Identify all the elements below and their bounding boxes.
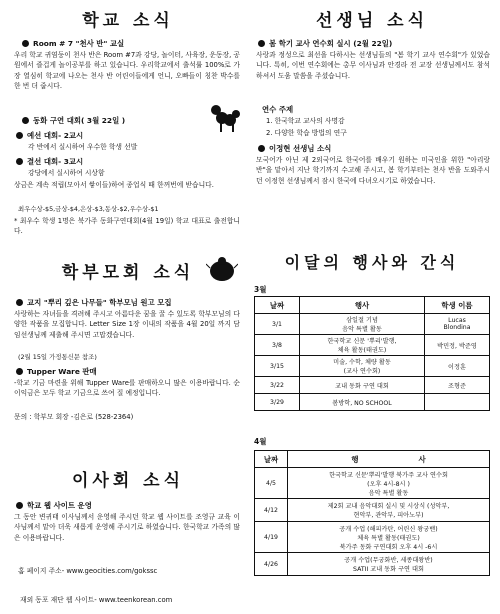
web-url[interactable]: 홈 페이지 주소- www.geocities.com/gokssc [18, 567, 158, 575]
table-row [255, 553, 490, 576]
table-row [255, 468, 490, 499]
board-news-title: 이사회 소식 [71, 471, 185, 491]
table-row [255, 394, 490, 411]
topic-heading: 연수 주제 [262, 105, 294, 114]
april-event-cell: 공개 수업 (해피카탄, 어린신 왕궁밴) 체육 특별 활동(태권도) 북가주 동화 구연대회 오후 4시 -6시 [288, 522, 490, 553]
bullet-icon [16, 132, 23, 139]
april-date-cell: 4/19 [255, 522, 288, 553]
table-row [255, 335, 490, 356]
march-header-date: 날짜 [255, 297, 300, 314]
april-date-cell: 4/5 [255, 468, 288, 499]
april-header-date: 날짜 [255, 451, 288, 468]
table-row [255, 356, 490, 377]
prize-list: 최우수상-$5,금상-$4,은상-$3,동상-$2,우수상-$1 [18, 205, 159, 213]
march-event-cell: 봄방학, NO SCHOOL [300, 394, 425, 411]
march-date-cell: 3/15 [255, 356, 300, 377]
march-header-student: 학생 이름 [425, 297, 490, 314]
april-label: 4월 [254, 437, 267, 446]
march-student-cell: Lucas Blondina [425, 314, 490, 335]
web-heading: 학교 웹 사이트 운영 [16, 500, 92, 511]
march-date-cell: 3/8 [255, 335, 300, 356]
training-heading: 봄 학기 교사 연수회 실시 (2월 22일) [258, 38, 392, 49]
table-row [255, 314, 490, 335]
table-row [255, 377, 490, 394]
april-date-cell: 4/26 [255, 553, 288, 576]
teacher-news-title: 선생님 소식 [315, 11, 429, 31]
april-table [254, 450, 490, 576]
march-event-cell: 한국학교 신문 '뿌리'발행, 체육 활동(태권도) [300, 335, 425, 356]
march-event-cell: 교내 동화 구연 대회 [300, 377, 425, 394]
lee-text: 모국어가 아닌 제 2외국어로 한국어를 배우기 원하는 미국인을 위한 "아리랑 반"을 맡아서 지난 학기까지 수고해 주시고, 봄 학기부터는 천사 반을 도와주시던 이정현 선생님께서 잠시 한국에 다녀오시기로 하였습니다. [256, 156, 490, 185]
web-text: 그 동안 변귀태 이사님께서 운영해 주시던 학교 웹 사이트를 조영규 교육 이사님께서 맡아 더욱 새롭게 운영해 주시기로 하였습니다. 한국학교 가족의 많은 이용바랍니다. [14, 513, 240, 542]
prelim-heading: 예선 대회- 2교시 [16, 130, 83, 141]
poem-note: (2월 15일 가정통신문 참조) [18, 353, 97, 361]
march-student-cell: 이정훈 [425, 356, 490, 377]
tupper-heading: Tupper Ware 판매 [16, 366, 97, 377]
lee-heading: 이정현 선생님 소식 [258, 143, 331, 154]
march-date-cell: 3/29 [255, 394, 300, 411]
april-event-cell: 제2회 교내 음악대회 실시 및 시상식 (성악부, 현악부, 관악부, 피아노부) [288, 499, 490, 522]
april-event-cell: 공개 수업(무궁화반, 세종대왕반) SATII 교내 동화 구연 대회 [288, 553, 490, 576]
tupper-text: -학교 기금 마련을 위해 Tupper Ware를 판매하오니 많은 이용바랍니다. 순이익금은 모두 학교 기금으로 쓰여 질 예정입니다. [14, 379, 240, 398]
room-heading: Room # 7 "천사 반" 교실 [22, 38, 124, 49]
march-header-event: 행사 [300, 297, 425, 314]
poem-heading: 교지 "뿌리 깊은 나무들" 학부모님 원고 모집 [16, 297, 172, 308]
april-event-cell: 한국학교 신문'뿌리'발행 북가주 교사 연수회 (오후 4시-8시 ) 음악 특별 활동 [288, 468, 490, 499]
bullet-icon [22, 117, 29, 124]
tupper-contact: 문의 : 학부모 회장 -김은로 (528-2364) [14, 413, 134, 421]
final-text-1: 강당에서 실시하여 시상함 [28, 169, 105, 177]
march-event-cell: 삼일절 기념 음악 특별 활동 [300, 314, 425, 335]
ladybug-icon [206, 256, 238, 282]
final-text-2: 상금은 계속 적립(모아서 쌓이들)하여 종업식 때 한꺼번에 받습니다. [14, 181, 214, 189]
march-label: 3월 [254, 285, 267, 294]
prize-note: * 최우수 학생 1명은 북가주 동화구연대회(4월 19일) 학교 대표로 출전합니다. [14, 217, 240, 236]
march-student-cell: 조형준 [425, 377, 490, 394]
april-date-cell: 4/12 [255, 499, 288, 522]
march-event-cell: 미술, 수학, 체량 활동 (교사 연수회) [300, 356, 425, 377]
march-table [254, 296, 490, 411]
parents-news-title: 학부모회 소식 [61, 263, 195, 283]
march-date-cell: 3/1 [255, 314, 300, 335]
bullet-icon [258, 145, 265, 152]
poem-text: 사랑하는 자녀들을 격려해 주시고 아름다운 꿈을 꿀 수 있도록 학부모님의 다양한 작품을 모집합니다. Letter Size 1장 이내의 작품을 4월 20일 까지 담임선생님께 제출해 주시면 고맙겠습니다. [14, 310, 240, 339]
poodle-icon [208, 100, 242, 134]
bullet-icon [16, 158, 23, 165]
bullet-icon [16, 368, 23, 375]
final-heading: 결선 대회- 3교시 [16, 156, 83, 167]
events-title: 이달의 행사와 간식 [284, 253, 460, 272]
topic-1: 1. 한국학교 교사의 사명감 [266, 117, 345, 125]
room-text: 우리 학교 귀염둥이 천사 반은 Room #7과 강당, 놀이터, 사육장, 운동장, 공원에서 즐겁게 놀이공부를 하고 있습니다. 우리학교에서 출석률 100%로 가장 열심히 학교에 나오는 천사 반 어린이들에게 언니, 오빠들이 칭찬 박수를 한 번 더 줍시다. [14, 51, 240, 90]
prelim-text: 각 반에서 실시하여 우수한 학생 선발 [28, 143, 138, 151]
table-row [255, 499, 490, 522]
april-header-event: 행 사 [288, 451, 490, 468]
school-news-title: 학교 소식 [82, 11, 174, 31]
training-text: 사랑과 정성으로 최선을 다하시는 선생님들의 "봄 학기 교사 연수회"가 있었습니다. 특히, 이번 연수회에는 총무 이사님과 안경라 전 교장 선생님께서도 참석하셔서 도움 말씀을 주셨습니다. [256, 51, 490, 80]
march-date-cell: 3/22 [255, 377, 300, 394]
contest-heading: 동화 구연 대회( 3월 22일 ) [22, 115, 125, 126]
bullet-icon [16, 299, 23, 306]
march-student-cell: 박민정, 박준영 [425, 335, 490, 356]
table-row [255, 522, 490, 553]
footer-link[interactable]: 재외 동포 재단 웹 사이트- www.teenkorean.com [20, 596, 173, 604]
bullet-icon [16, 502, 23, 509]
bullet-icon [258, 40, 265, 47]
bullet-icon [22, 40, 29, 47]
topic-2: 2. 다양한 학습 방법의 연구 [266, 129, 347, 137]
march-student-cell [425, 394, 490, 411]
